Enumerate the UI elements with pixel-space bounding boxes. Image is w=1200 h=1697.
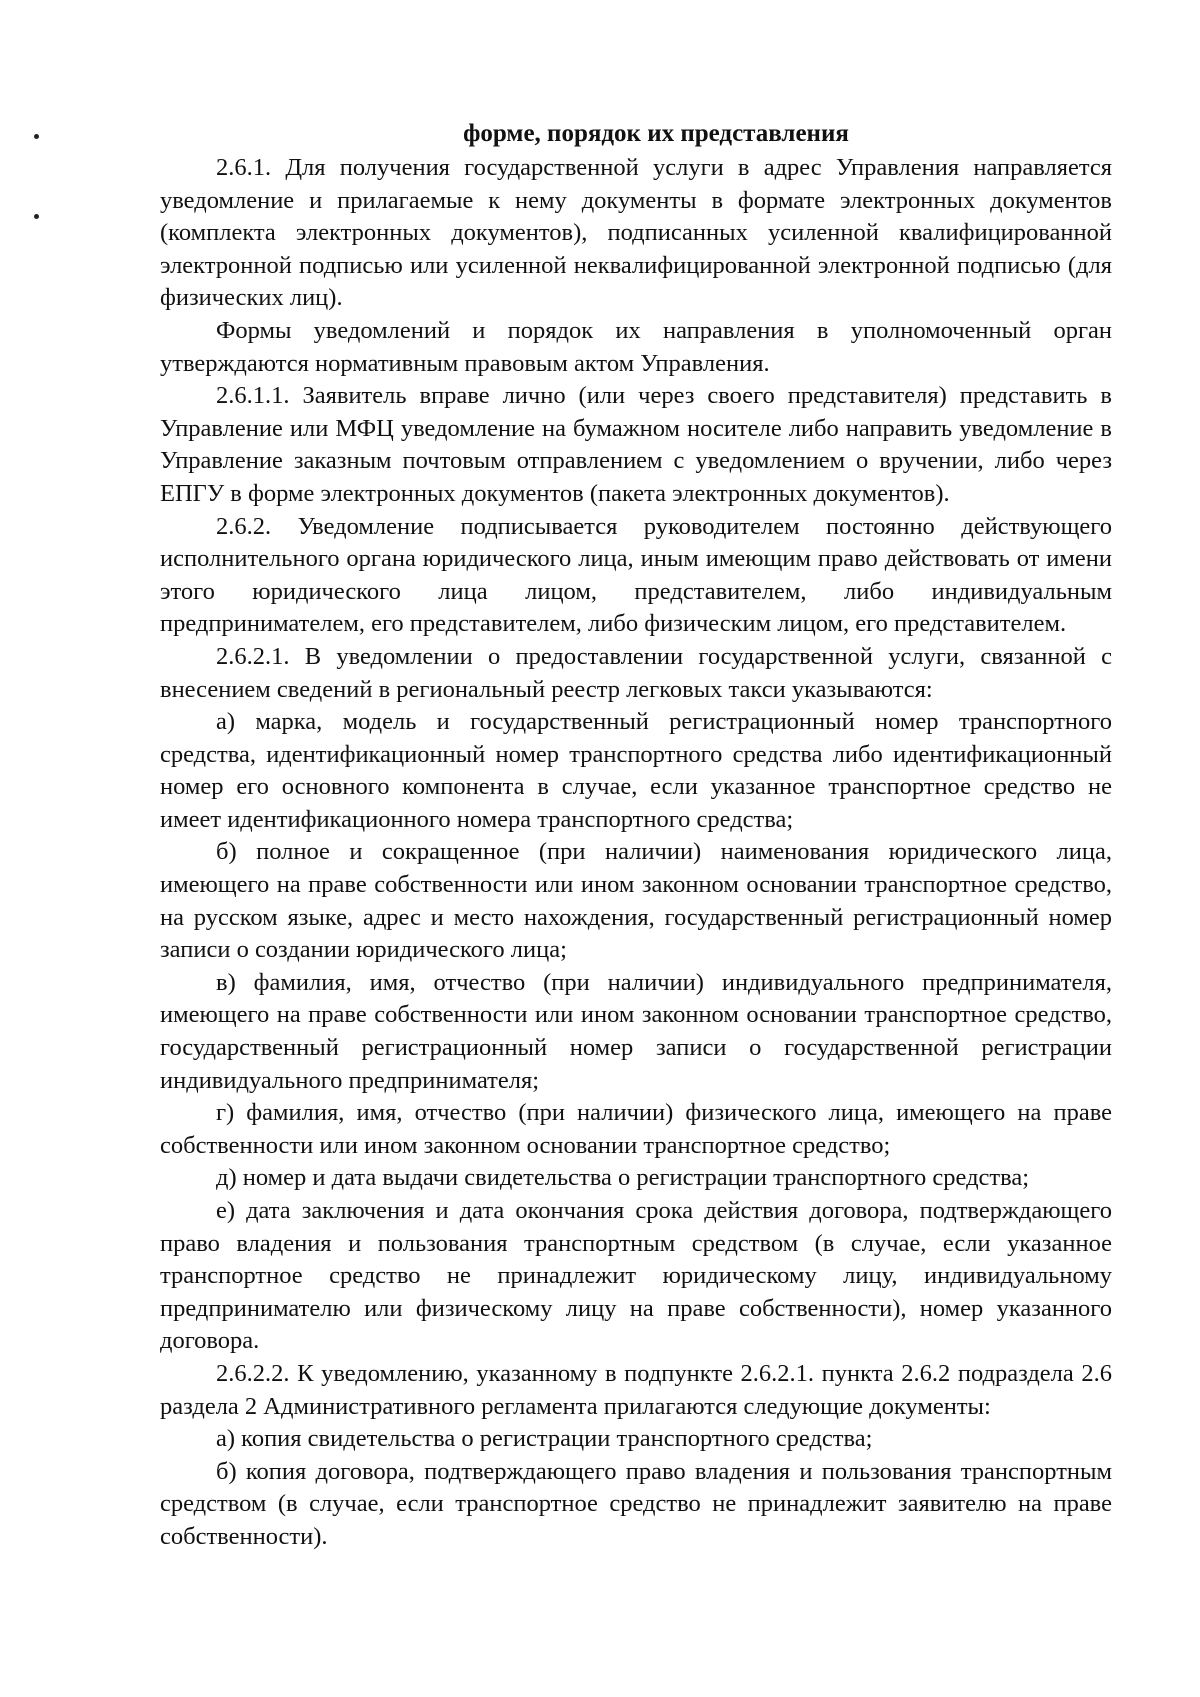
list-item-b: б) полное и сокращенное (при наличии) наименования юридического лица, имеющего на праве собственности или ином законном основании транспортное средство, на русском языке, адрес и место нахождения, государственный регистрационный номер записи о создании юридического лица;	[160, 838, 1112, 964]
list-item-e: е) дата заключения и дата окончания срока действия договора, подтверждающего право владения и пользования транспортным средством (в случае, если указанное транспортное средство не принадлежит юридическому лицу, индивидуальному предпринимателю или физическому лицу на праве собственности), номер указанного договора.	[160, 1197, 1112, 1355]
list-item-v: в) фамилия, имя, отчество (при наличии) индивидуального предпринимателя, имеющего на праве собственности или ином законном основании транспортное средство, государственный регистрационный номер записи о государственной регистрации индивидуального предпринимателя;	[160, 968, 1112, 1094]
paragraph-2-6-2-2: 2.6.2.2. К уведомлению, указанному в подпункте 2.6.2.1. пункта 2.6.2 подраздела 2.6 раздела 2 Административного регламента прилагаются следующие документы:	[160, 1359, 1112, 1420]
section-heading: форме, порядок их представления	[463, 120, 849, 147]
paragraph-2-6-1: 2.6.1. Для получения государственной услуги в адрес Управления направляется уведомление и прилагаемые к нему документы в формате электронных документов (комплекта электронных документов), подписанных усиленной квалифицированной электронной подписью или усиленной неквалифицированной электронной подписью (для физических лиц).	[160, 154, 1112, 312]
paragraph-2-6-2-1: 2.6.2.1. В уведомлении о предоставлении государственной услуги, связанной с внесением сведений в региональный реестр легковых такси указываются:	[160, 642, 1112, 703]
scan-mark-dot-top	[34, 134, 39, 139]
attachment-item-b: б) копия договора, подтверждающего право владения и пользования транспортным средством (в случае, если транспортное средство не принадлежит заявителю на праве собственности).	[160, 1457, 1112, 1550]
list-item-d: д) номер и дата выдачи свидетельства о регистрации транспортного средства;	[216, 1164, 1030, 1192]
paragraph-2-6-2: 2.6.2. Уведомление подписывается руководителем постоянно действующего исполнительного органа юридического лица, иным имеющим право действовать от имени этого юридического лица лицом, представителем, либо индивидуальным предпринимателем, его представителем, либо физическим лицом, его представителем.	[160, 512, 1112, 638]
scan-mark-dot-bottom	[34, 214, 39, 219]
list-item-g: г) фамилия, имя, отчество (при наличии) физического лица, имеющего на праве собственности или ином законном основании транспортное средство;	[160, 1099, 1112, 1159]
paragraph-2-6-1-1: 2.6.1.1. Заявитель вправе лично (или через своего представителя) представить в Управление или МФЦ уведомление на бумажном носителе либо направить уведомление в Управление заказным почтовым отправлением с уведомлением о вручении, либо через ЕПГУ в форме электронных документов (пакета электронных документов).	[160, 382, 1112, 507]
document-page	[160, 118, 1112, 1554]
list-item-a: а) марка, модель и государственный регистрационный номер транспортного средства, идентификационный номер транспортного средства либо идентификационный номер его основного компонента в случае, если указанное транспортное средство не имеет идентификационного номера транспортного средства;	[160, 708, 1112, 833]
paragraph-forms: Формы уведомлений и порядок их направления в уполномоченный орган утверждаются нормативным правовым актом Управления.	[160, 316, 1112, 377]
attachment-item-a: а) копия свидетельства о регистрации транспортного средства;	[216, 1425, 873, 1453]
